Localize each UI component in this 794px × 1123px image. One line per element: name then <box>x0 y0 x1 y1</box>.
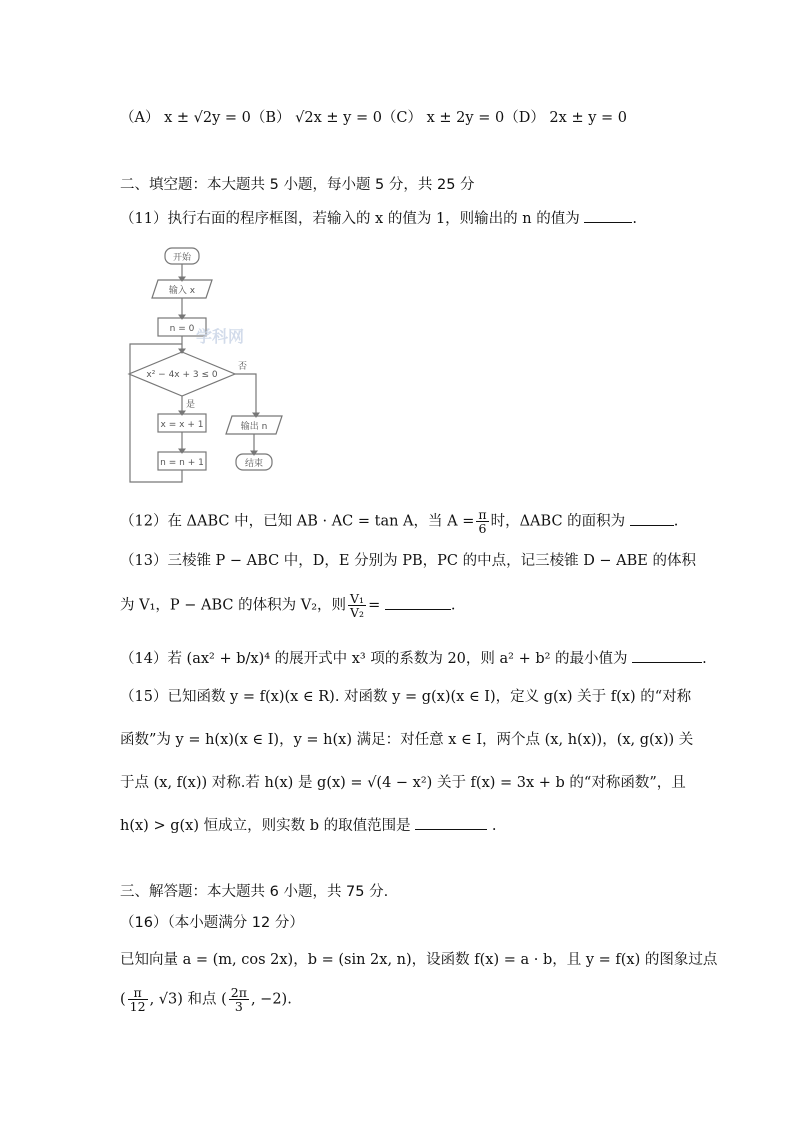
program-flowchart <box>120 238 290 488</box>
flow-step1-label: x = x + 1 <box>160 420 204 430</box>
watermark: 学科网 <box>195 327 245 346</box>
question-13-line-2: 为 V₁，P − ABC 的体积为 V₂，则 $\frac{\text{V₁}}{\text{V₂}}$ = . <box>120 591 456 621</box>
section-heading-solutions: 三、解答题：本大题共 6 小题，共 75 分. <box>120 884 389 900</box>
question-15-line-1: （15）已知函数 y = f(x)(x ∈ R). 对函数 y = g(x)(x ∈ I)，定义 g(x) 关于 f(x) 的“对称 <box>120 689 692 705</box>
angle-fraction: $\frac{\pi}{6}$ <box>478 507 487 537</box>
question-15-line-3: 于点 (x, f(x)) 对称.若 h(x) 是 g(x) = √(4 − x²) 关于 f(x) = 3x + b 的“对称函数”，且 <box>120 775 686 791</box>
question-16-title: （16）（本小题满分 12 分） <box>120 915 304 931</box>
question-16-line-2: ( $\frac{\pi}{12}$ , √3) 和点 ( $\frac{2\pi}{3}$ , −2). <box>120 985 292 1015</box>
answer-blank <box>630 511 674 526</box>
flow-end-label: 结束 <box>244 459 264 469</box>
volume-ratio-fraction: $\frac{\text{V₁}}{\text{V₂}}$ <box>350 591 365 621</box>
question-15-line-2: 函数”为 y = h(x)(x ∈ I)，y = h(x) 满足：对任意 x ∈ I，两个点 (x, h(x))，(x, g(x)) 关 <box>120 732 694 748</box>
flow-step2-label: n = n + 1 <box>160 458 204 468</box>
answer-blank <box>632 648 702 663</box>
point-x-fraction-1: $\frac{\pi}{12}$ <box>129 985 146 1015</box>
question-15-line-4: h(x) > g(x) 恒成立，则实数 b 的取值范围是 . <box>120 815 496 835</box>
flow-start-label: 开始 <box>172 253 192 263</box>
question-16-line-1: 已知向量 a = (m, cos 2x)，b = (sin 2x, n)，设函数 f(x) = a · b，且 y = f(x) 的图象过点 <box>120 952 718 968</box>
flow-no-label: 否 <box>238 362 248 372</box>
point-x-fraction-2: $\frac{2\pi}{3}$ <box>230 985 247 1015</box>
question-12: （12）在 ΔABC 中，已知 AB · AC = tan A，当 A = $\frac{\pi}{6}$ 时，ΔABC 的面积为 . <box>120 507 679 537</box>
flow-yes-label: 是 <box>186 400 196 410</box>
question-12-text-b: 时，ΔABC 的面积为 <box>490 513 626 530</box>
answer-blank <box>385 595 451 610</box>
section-heading-fill-blank: 二、填空题：本大题共 5 小题，每小题 5 分，共 25 分 <box>120 177 475 193</box>
question-14: （14）若 (ax² + b/x)⁴ 的展开式中 x³ 项的系数为 20，则 a² + b² 的最小值为 . <box>120 648 707 668</box>
answer-options: （A） x ± √2y = 0（B） √2x ± y = 0（C） x ± 2y = 0（D） 2x ± y = 0 <box>120 110 627 126</box>
flow-input-label: 输入 x <box>168 286 196 296</box>
question-11-text: （11）执行右面的程序框图，若输入的 x 的值为 1，则输出的 n 的值为 <box>120 211 580 227</box>
question-12-text-a: （12）在 ΔABC 中，已知 AB · AC = tan A，当 A = <box>120 513 475 530</box>
flow-condition-label: x² − 4x + 3 ≤ 0 <box>146 370 218 380</box>
flow-output-label: 输出 n <box>240 422 268 432</box>
question-13-line-1: （13）三棱锥 P − ABC 中，D，E 分别为 PB，PC 的中点，记三棱锥 D − ABE 的体积 <box>120 553 697 569</box>
question-11: （11）执行右面的程序框图，若输入的 x 的值为 1，则输出的 n 的值为 . <box>120 208 637 228</box>
answer-blank <box>584 208 632 223</box>
answer-blank <box>415 815 487 830</box>
flow-init-label: n = 0 <box>169 324 195 334</box>
